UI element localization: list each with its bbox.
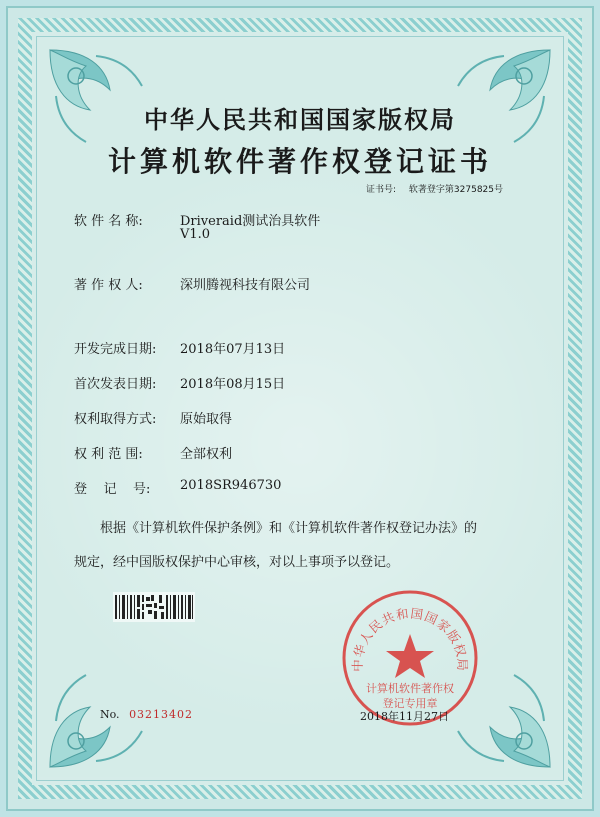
field-label: 登 记 号:	[74, 482, 151, 497]
serial-number	[100, 708, 193, 721]
seal-outer-text: 中华人民共和国国家版权局	[349, 605, 471, 672]
field-value: 原始取得	[180, 412, 233, 427]
field-row-copyright-owner	[74, 274, 311, 293]
issue-date: 2018年11月27日	[360, 710, 449, 723]
field-value: 2018SR946730	[180, 478, 282, 493]
star-icon	[386, 634, 434, 678]
field-value: 深圳腾视科技有限公司	[180, 278, 311, 293]
field-row-acquisition-method	[74, 408, 233, 427]
field-label: 著 作 权 人:	[74, 278, 143, 293]
field-label: 权利取得方式:	[74, 412, 157, 427]
field-label: 权 利 范 围:	[74, 447, 143, 462]
field-value: Driveraid测试治具软件	[180, 214, 321, 229]
statement-line: 根据《计算机软件保护条例》和《计算机软件著作权登记办法》的	[100, 521, 478, 536]
certificate-title: 计算机软件著作权登记证书	[107, 145, 492, 178]
field-value: 2018年08月15日	[180, 377, 286, 392]
field-value: 2018年07月13日	[180, 342, 286, 357]
barcode-icon	[113, 592, 195, 622]
serial-value: 03213402	[129, 708, 194, 721]
issuer-heading: 中华人民共和国国家版权局	[144, 105, 456, 134]
cert-no-label: 证书号:	[366, 185, 397, 195]
field-row-software-name	[74, 210, 321, 242]
field-row-rights-scope	[74, 443, 233, 462]
cert-no-value: 软著登字第3275825号	[408, 185, 504, 195]
field-value: 全部权利	[180, 447, 233, 462]
statement-line: 规定，经中国版权保护中心审核，对以上事项予以登记。	[74, 555, 400, 570]
statement	[74, 512, 544, 580]
serial-label: No.	[100, 708, 120, 721]
field-row-completion-date	[74, 338, 286, 357]
field-value-version: V1.0	[180, 227, 211, 242]
field-label: 开发完成日期:	[74, 342, 157, 357]
field-row-registration-number	[74, 478, 282, 497]
field-label: 软 件 名 称:	[74, 214, 143, 229]
certificate-number	[366, 182, 503, 195]
field-label: 首次发表日期:	[74, 377, 157, 392]
official-seal	[340, 588, 480, 728]
field-row-publication-date	[74, 373, 286, 392]
seal-inner-line1: 计算机软件著作权	[366, 682, 454, 695]
seal-inner-line2: 登记专用章	[382, 697, 438, 710]
